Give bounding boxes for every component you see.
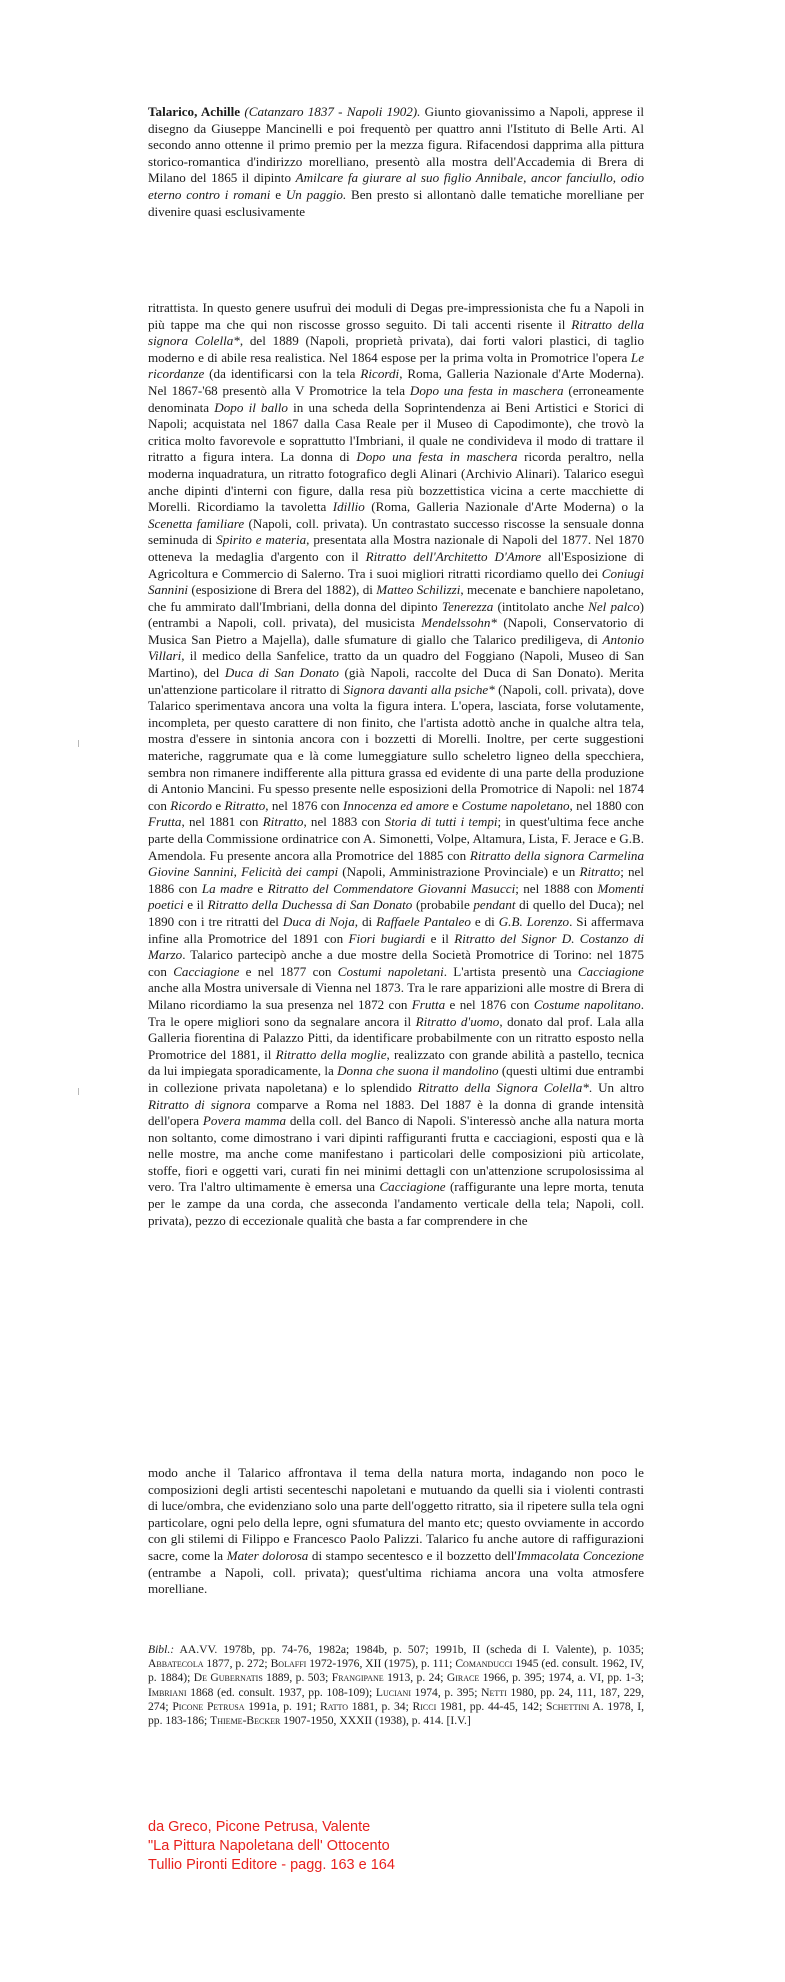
entry-text-part-2 <box>148 300 644 1229</box>
bibliography-label: Bibl.: <box>148 1643 175 1656</box>
bibliography-entries: AA.VV. 1978b, pp. 74-76, 1982a; 1984b, p. 507; 1991b, II (scheda di I. Valente), p. 1035; Abbatecola 1877, p. 272; Bolaffi 1972-1976, XII (1975), p. 111; Comanducci 1945 (ed. consult. 1962, IV, p. 1884); De Gubernatis 1889, p. 503; Frangipane 1913, p. 24; Girace 1966, p. 395; 1974, a. VI, pp. 1-3; Imbriani 1868 (ed. consult. 1937, pp. 108-109); Luciani 1974, p. 395; Netti 1980, pp. 24, 111, 187, 229, 274; Picone Petrusa 1991a, p. 191; Ratto 1881, p. 34; Ricci 1981, pp. 44-45, 142; Schettini A. 1978, I, pp. 183-186; Thieme-Becker 1907-1950, XXXII (1938), p. 414. [I.V.] <box>148 1643 645 1728</box>
source-credit <box>148 1818 395 1875</box>
entry-name: Talarico, Achille <box>148 104 241 119</box>
margin-mark-bottom <box>78 1088 79 1095</box>
bibliography <box>148 1643 644 1728</box>
entry-text-1: Giunto giovanissimo a Napoli, apprese il disegno da Giuseppe Mancinelli e poi frequentò per quattro anni l'Istituto di Belle Arti. Al secondo anno ottenne il primo premio per la mezza figura. Rifacendosi dapprima alla pittura storico-romantica d'indirizzo morelliano, presentò alla mostra dell'Accademia di Brera di Milano del 1865 il dipinto Amilcare fa giurare al suo figlio Annibale, ancor fanciullo, odio eterno contro i romani e Un paggio. Ben presto si allontanò dalle tematiche morelliane per divenire quasi esclusivamente <box>148 104 645 219</box>
source-credit-line-1: da Greco, Picone Petrusa, Valente <box>148 1819 371 1835</box>
source-credit-line-3: Tullio Pironti Editore - pagg. 163 e 164 <box>148 1857 395 1873</box>
entry-text-2: ritrattista. In questo genere usufruì dei moduli di Degas pre-impressionista che fu a Napoli in più tappe ma che qui non riscosse grosso seguito. Di tali accenti risente il Ritratto della signora Colella*, del 1889 (Napoli, proprietà privata), dai forti valori plastici, di taglio moderno e di abile resa realistica. Nel 1864 espose per la prima volta in Promotrice l'opera Le ricordanze (da identificarsi con la tela Ricordi, Roma, Galleria Nazionale d'Arte Moderna). Nel 1867-'68 presentò alla V Promotrice la tela Dopo una festa in maschera (erroneamente denominata Dopo il ballo in una scheda della Soprintendenza ai Beni Artistici e Storici di Napoli; acquistata nel 1867 dalla Casa Reale per il Museo di Capodimonte), che trovò la critica molto favorevole e soprattutto l'Imbriani, il quale ne condivideva il modo di trattare il ritratto a figura intera. La donna di Dopo una festa in maschera ricorda peraltro, nella moderna inquadratura, un ritratto fotografico degli Alinari (Archivio Alinari). Talarico eseguì anche dipinti d'interni con figure, dalla resa più bozzettistica vicina a certe macchiette di Morelli. Ricordiamo la tavoletta Idillio (Roma, Galleria Nazionale d'Arte Moderna) o la Scenetta familiare (Napoli, coll. privata). Un contrastato successo riscosse la sensuale donna seminuda di Spirito e materia, presentata alla Mostra nazionale di Napoli del 1877. Nel 1870 otteneva la medaglia d'argento con il Ritratto dell'Architetto D'Amore all'Esposizione di Agricoltura e Commercio di Salerno. Tra i suoi migliori ritratti ricordiamo quello dei Coniugi Sannini (esposizione di Brera del 1882), di Matteo Schilizzi, mecenate e banchiere napoletano, che fu ammirato dall'Imbriani, della donna del dipinto Tenerezza (intitolato anche Nel palco) (entrambi a Napoli, coll. privata), del musicista Mendelssohn* (Napoli, Conservatorio di Musica San Pietro a Majella), dalle sfumature di giallo che Talarico prediligeva, di Antonio Villari, il medico della Sanfelice, tratto da un quadro del Foggiano (Napoli, Museo di San Martino), del Duca di San Donato (già Napoli, raccolte del Duca di San Donato). Merita un'attenzione particolare il ritratto di Signora davanti alla psiche* (Napoli, coll. privata), dove Talarico sperimentava ancora una volta la figura intera. L'opera, lasciata, forse volutamente, incompleta, per questo carattere di non finito, che l'artista adottò anche in qualche altra tela, mostra d'essere in sintonia ancora con i bozzetti di Morelli. Inoltre, per certe suggestioni materiche, raggrumate qua e là come lumeggiature sullo scheletro ligneo della specchiera, sembra non rimanere indifferente alla pittura grassa ed evidente di una parte della produzione di Antonio Mancini. Fu spesso presente nelle esposizioni della Promotrice di Napoli: nel 1874 con Ricordo e Ritratto, nel 1876 con Innocenza ed amore e Costume napoletano, nel 1880 con Frutta, nel 1881 con Ritratto, nel 1883 con Storia di tutti i tempi; in quest'ultima fece anche parte della Commissione ordinatrice con A. Simonetti, Volpe, Altamura, Lista, F. Jerace e G.B. Amendola. Fu presente ancora alla Promotrice del 1885 con Ritratto della signora Carmelina Giovine Sannini, Felicità dei campi (Napoli, Amministrazione Provinciale) e un Ritratto; nel 1886 con La madre e Ritratto del Commendatore Giovanni Masucci; nel 1888 con Momenti poetici e il Ritratto della Duchessa di San Donato (probabile pendant di quello del Duca); nel 1890 con i tre ritratti del Duca di Noja, di Raffaele Pantaleo e di G.B. Lorenzo. Si affermava infine alla Promotrice del 1891 con Fiori bugiardi e il Ritratto del Signor D. Costanzo di Marzo. Talarico partecipò anche a due mostre della Società Promotrice di Torino: nel 1875 con Cacciagione e nel 1877 con Costumi napoletani. L'artista presentò una Cacciagione anche alla Mostra universale di Vienna nel 1873. Tra le rare apparizioni alle mostre di Brera di Milano ricordiamo la sua presenza nel 1872 con Frutta e nel 1876 con Costume napolitano. Tra le opere migliori sono da segnalare ancora il Ritratto d'uomo, donato dal prof. Lala alla Galleria fiorentina di Palazzo Pitti, da identificare probabilmente con un ritratto esposto nella Promotrice del 1881, il Ritratto della moglie, realizzato con grande abilità a pastello, tecnica da lui impiegata sporadicamente, la Donna che suona il mandolino (questi ultimi due entrambi in collezione privata napoletana) e lo splendido Ritratto della Signora Colella*. Un altro Ritratto di signora comparve a Roma nel 1883. Del 1887 è la donna di grande intensità dell'opera Povera mamma della coll. del Banco di Napoli. S'interessò anche alla natura morta non soltanto, come dimostrano i vari dipinti raffiguranti frutta e cacciagioni, esposti qua e là nelle mostre, ma anche come manifestano i particolari delle composizioni più articolate, stoffe, fiori e oggetti vari, curati fin nei minimi dettagli con un'attenzione scrupolosissima al vero. Tra l'altro ultimamente è emersa una Cacciagione (raffigurante una lepre morta, tenuta per le zampe da una corda, che asseconda l'andamento verticale della tela; Napoli, coll. privata), pezzo di eccezionale qualità che basta a far comprendere in che <box>148 300 645 1228</box>
entry-opening-paragraph <box>148 104 644 220</box>
margin-mark-top <box>78 740 79 747</box>
entry-text-part-1 <box>148 104 644 220</box>
entry-text-3: modo anche il Talarico affrontava il tema della natura morta, indagando non poco le composizioni degli artisti secenteschi napoletani e mutuando da quelli sia i violenti contrasti di luce/ombra, che evidenziano solo una parte dell'oggetto ritratto, sia il ripetere sulla tela ogni particolare, ogni pelo della lepre, ogni sfumatura del manto etc; questo ovviamente in accordo con gli stilemi di Filippo e Francesco Paolo Palizzi. Talarico fu anche autore di raffigurazioni sacre, come la Mater dolorosa di stampo secentesco e il bozzetto dell'Immacolata Concezione (entrambe a Napoli, coll. privata); quest'ultima richiama ancora una volta atmosfere morelliane. <box>148 1465 644 1597</box>
source-credit-line-2: "La Pittura Napoletana dell' Ottocento <box>148 1838 390 1854</box>
entry-text-part-3 <box>148 1465 644 1598</box>
bibliography-text <box>148 1643 644 1728</box>
entry-dates: (Catanzaro 1837 - Napoli 1902). <box>244 104 421 119</box>
